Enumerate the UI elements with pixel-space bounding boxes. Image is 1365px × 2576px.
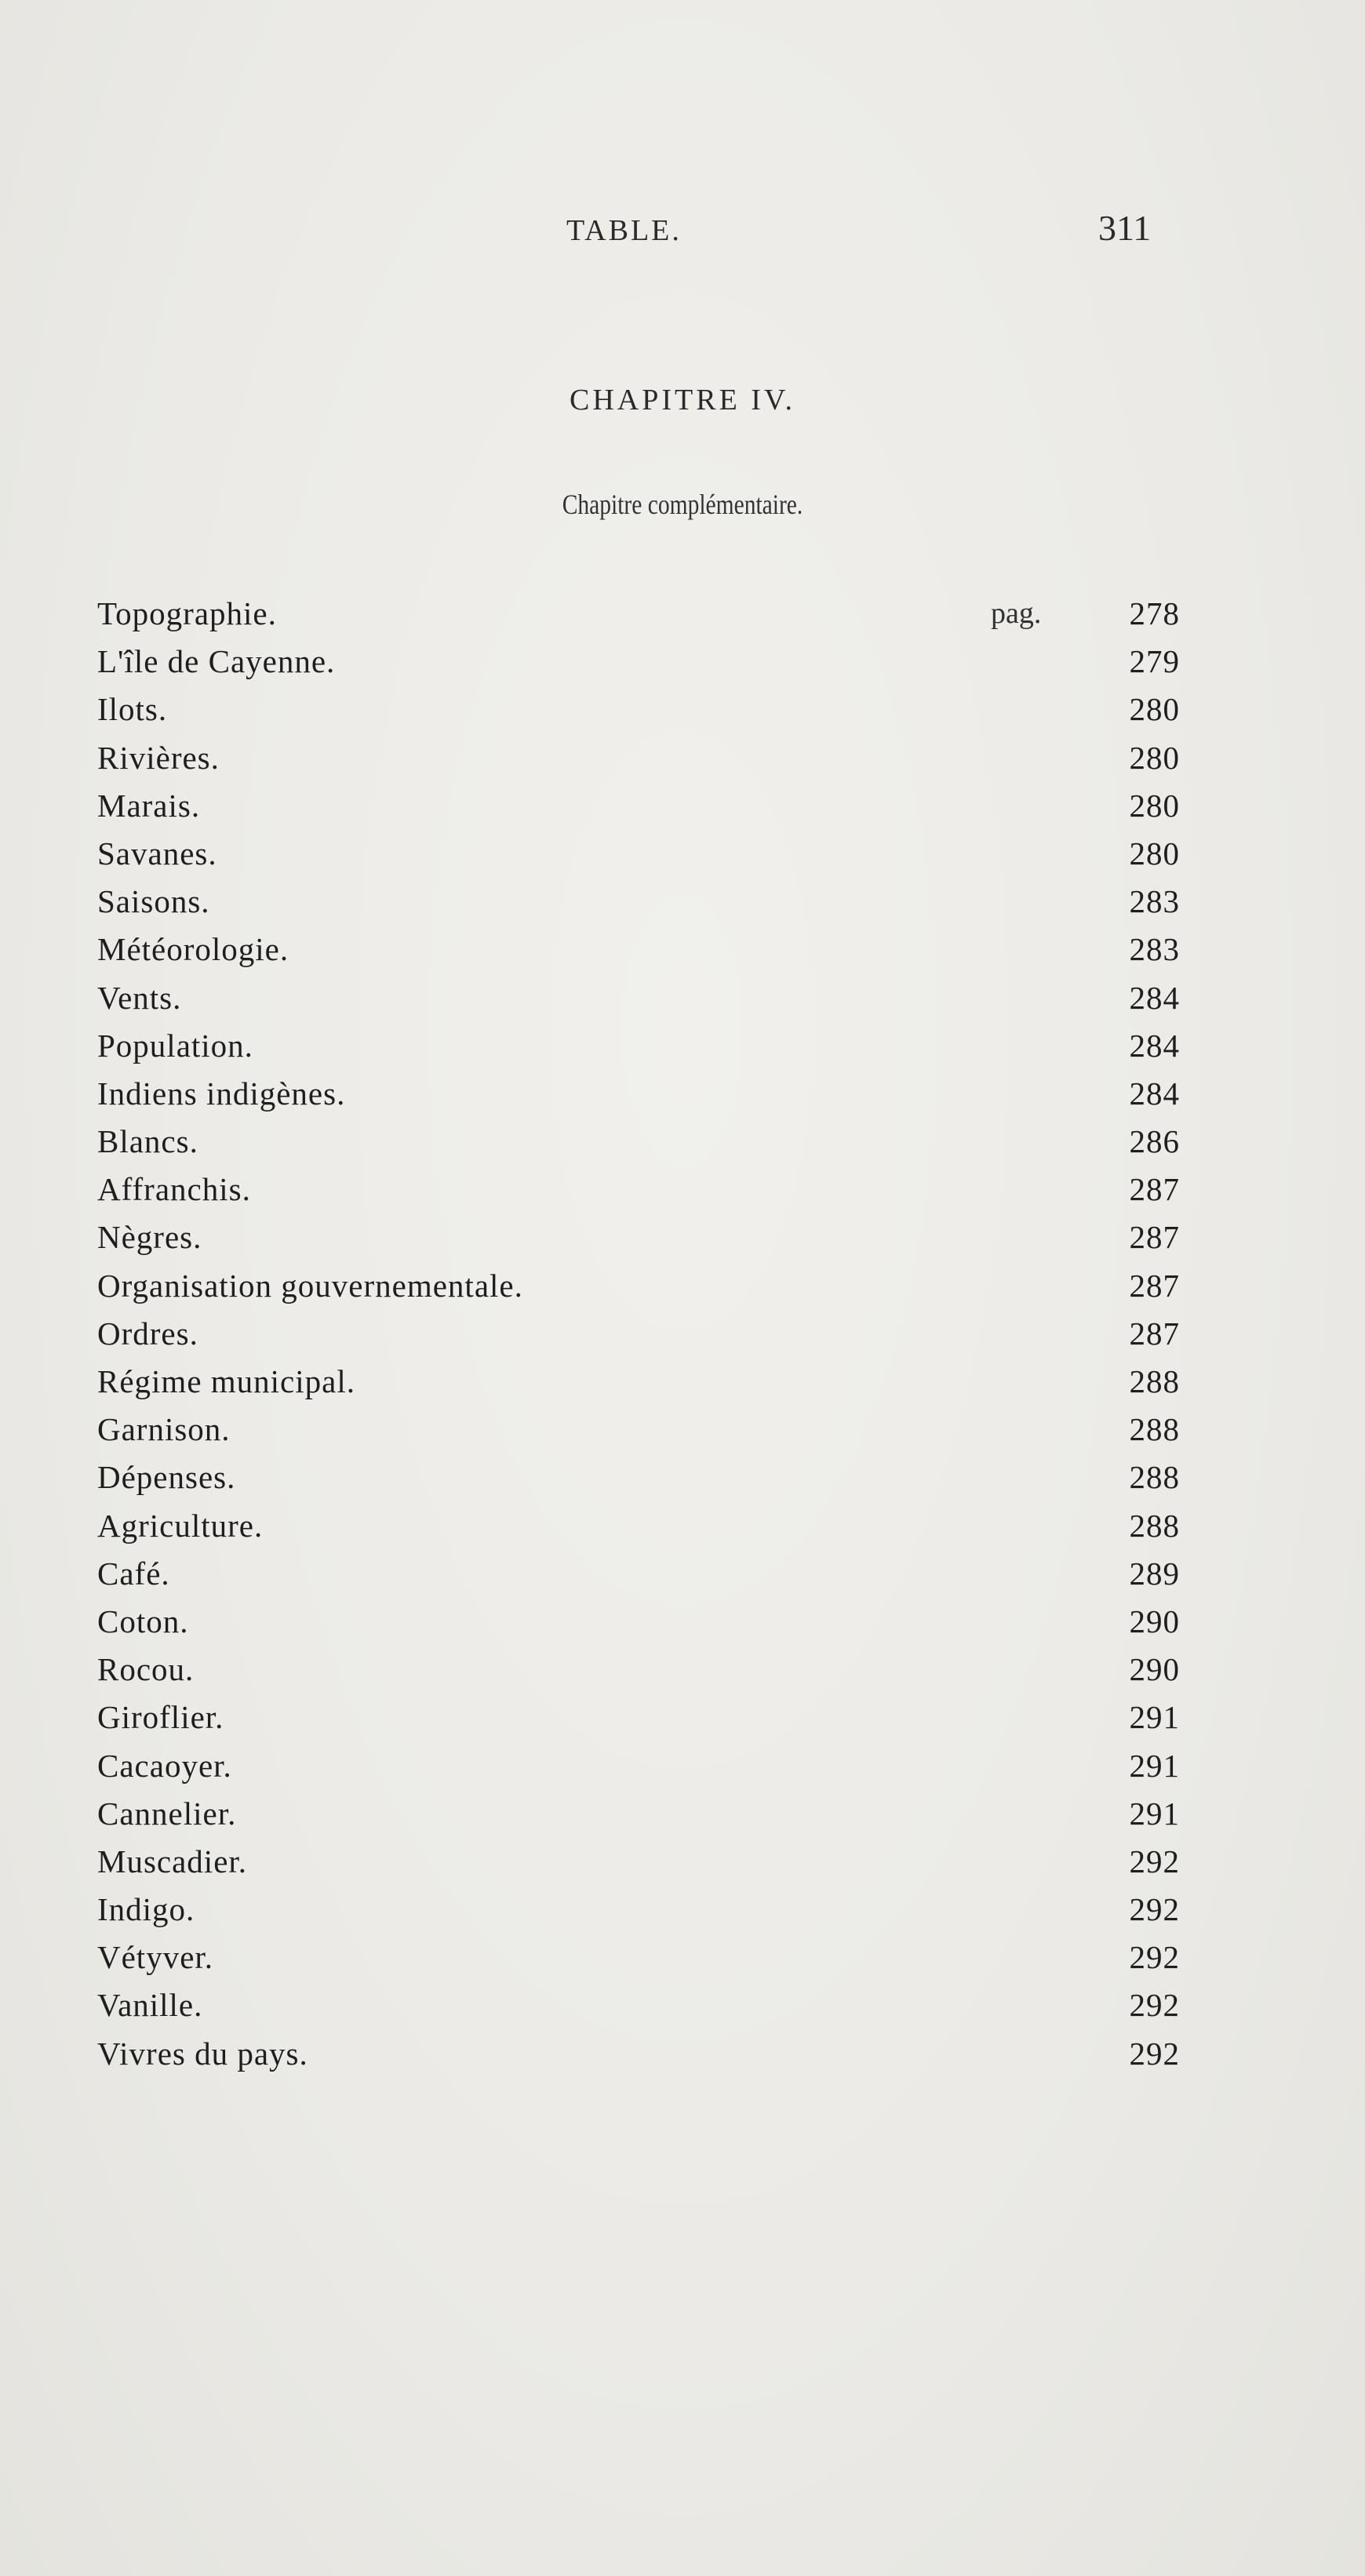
toc-entry-title: Organisation gouvernementale. — [97, 1267, 523, 1304]
toc-entry-title: Vétyver. — [97, 1939, 214, 1976]
toc-entry-page-number: 284 — [1129, 979, 1180, 1016]
toc-entry-page-number: 278 — [1129, 595, 1180, 631]
running-header — [0, 208, 1365, 260]
toc-entry — [97, 1550, 1180, 1598]
toc-entry — [97, 1454, 1180, 1501]
toc-entry-page-number: 287 — [1129, 1171, 1180, 1208]
toc-entry-title: Marais. — [97, 787, 201, 824]
toc-entry-title: Blancs. — [97, 1123, 198, 1160]
toc-entry-title: Population. — [97, 1027, 253, 1064]
toc-entry — [97, 590, 1180, 638]
toc-entry — [97, 638, 1180, 686]
toc-entry-page-number: 288 — [1129, 1507, 1180, 1544]
toc-entry-title: Ilots. — [97, 691, 168, 728]
toc-entry-page-number: 291 — [1129, 1795, 1180, 1832]
toc-entry-page-number: 291 — [1129, 1699, 1180, 1736]
toc-entry-page-number: 288 — [1129, 1411, 1180, 1448]
toc-entry — [97, 1166, 1180, 1213]
toc-entry-page-number: 290 — [1129, 1651, 1180, 1688]
toc-entry-title: Rocou. — [97, 1651, 195, 1688]
toc-entry-page-number: 287 — [1129, 1315, 1180, 1352]
toc-entry-page-number: 280 — [1129, 691, 1180, 728]
toc-entry — [97, 1934, 1180, 1981]
chapter-title: CHAPITRE IV. — [570, 384, 795, 417]
toc-entry — [97, 1358, 1180, 1406]
toc-entry-title: Agriculture. — [97, 1507, 264, 1544]
toc-entry — [97, 974, 1180, 1022]
toc-entry — [97, 1742, 1180, 1790]
toc-entry-page-number: 289 — [1129, 1555, 1180, 1592]
toc-entry — [97, 830, 1180, 878]
toc-entry-title: Giroflier. — [97, 1699, 224, 1736]
toc-entry-page-number: 292 — [1129, 2035, 1180, 2072]
toc-entry — [97, 782, 1180, 830]
toc-entry-page-number: 288 — [1129, 1363, 1180, 1399]
toc-entry — [97, 1694, 1180, 1741]
toc-entry-page-number: 291 — [1129, 1747, 1180, 1784]
toc-entry-page-number: 286 — [1129, 1123, 1180, 1160]
toc-entry — [97, 686, 1180, 733]
toc-entry-title: Savanes. — [97, 835, 217, 871]
toc-entry-page-number: 287 — [1129, 1267, 1180, 1304]
toc-entry-title: Dépenses. — [97, 1459, 236, 1496]
toc-entry-page-number: 287 — [1129, 1219, 1180, 1256]
toc-entry-page-number: 283 — [1129, 883, 1180, 920]
pag-abbreviation: pag. — [991, 597, 1042, 630]
toc-entry-page-number: 292 — [1129, 1843, 1180, 1879]
toc-entry — [97, 1213, 1180, 1261]
toc-entry-title: Cacaoyer. — [97, 1747, 232, 1784]
toc-entry-title: Cannelier. — [97, 1795, 237, 1832]
toc-entry-title: Météorologie. — [97, 931, 289, 968]
toc-entry-title: Rivières. — [97, 739, 220, 776]
toc-entry — [97, 2030, 1180, 2078]
chapter-subtitle: Chapitre complémentaire. — [562, 489, 803, 520]
toc-entry-page-number: 288 — [1129, 1459, 1180, 1496]
toc-entry-page-number: 280 — [1129, 739, 1180, 776]
toc-entry-page-number: 280 — [1129, 835, 1180, 871]
toc-entry — [97, 1790, 1180, 1838]
toc-entry-title: Coton. — [97, 1603, 189, 1639]
toc-entry-title: Indiens indigènes. — [97, 1075, 346, 1112]
toc-entry-title: Vents. — [97, 979, 182, 1016]
toc-entry — [97, 1070, 1180, 1118]
toc-entry — [97, 926, 1180, 973]
toc-entry-page-number: 292 — [1129, 1939, 1180, 1976]
toc-entry — [97, 1981, 1180, 2029]
toc-entry — [97, 1646, 1180, 1694]
toc-entry-page-number: 292 — [1129, 1891, 1180, 1928]
toc-entry-page-number: 290 — [1129, 1603, 1180, 1639]
running-title: TABLE. — [566, 214, 682, 247]
toc-entry-title: Vivres du pays. — [97, 2035, 308, 2072]
toc-entry — [97, 1838, 1180, 1886]
toc-entry — [97, 1310, 1180, 1358]
toc-entry-title: Indigo. — [97, 1891, 195, 1928]
toc-entry-page-number: 283 — [1129, 931, 1180, 968]
page-number: 311 — [1098, 208, 1152, 248]
toc-entry-title: Saisons. — [97, 883, 210, 920]
toc-entry-page-number: 280 — [1129, 787, 1180, 824]
toc-entry-title: Garnison. — [97, 1411, 231, 1448]
toc-entry-title: Régime municipal. — [97, 1363, 355, 1399]
toc-entry-page-number: 284 — [1129, 1027, 1180, 1064]
toc-entry — [97, 1022, 1180, 1070]
toc-entry-title: Affranchis. — [97, 1171, 251, 1208]
toc-entry — [97, 1406, 1180, 1454]
toc-entry-title: Café. — [97, 1555, 170, 1592]
toc-entry — [97, 734, 1180, 782]
toc-entry-title: Topographie. — [97, 595, 277, 631]
toc-entry — [97, 1598, 1180, 1646]
toc-entry-page-number: 292 — [1129, 1987, 1180, 2024]
toc-entry — [97, 878, 1180, 926]
toc-entry — [97, 1502, 1180, 1550]
table-of-contents — [97, 590, 1180, 2078]
toc-entry — [97, 1262, 1180, 1310]
toc-entry-page-number: 279 — [1129, 643, 1180, 680]
toc-entry-title: Vanille. — [97, 1987, 203, 2024]
toc-entry-title: L'île de Cayenne. — [97, 643, 336, 680]
toc-entry-title: Muscadier. — [97, 1843, 248, 1879]
toc-entry-page-number: 284 — [1129, 1075, 1180, 1112]
toc-entry-title: Nègres. — [97, 1219, 202, 1256]
toc-entry — [97, 1886, 1180, 1934]
toc-entry-title: Ordres. — [97, 1315, 198, 1352]
toc-entry — [97, 1118, 1180, 1166]
